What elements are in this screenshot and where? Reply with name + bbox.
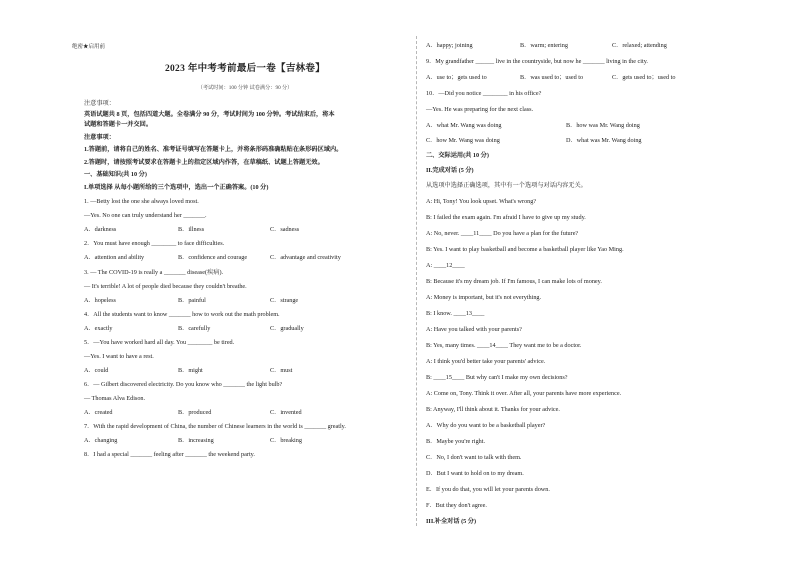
option-b[interactable]: B．how was Mr. Wang doing: [566, 122, 640, 129]
left-column: [84, 100, 406, 463]
option-b[interactable]: B．was used to；used to: [520, 74, 584, 81]
option-d[interactable]: D．what was Mr. Wang doing: [566, 137, 642, 144]
question-line: 5．—You have worked hard all day. You ________ be tired.: [84, 339, 235, 346]
dialogue-line: B: Anyway, I'll think about it. Thanks for your advice.: [426, 406, 560, 413]
option-a[interactable]: A．changing: [84, 437, 118, 444]
instructions-heading: 注意事项：: [84, 100, 115, 107]
option-a[interactable]: A．could: [84, 367, 109, 374]
instructions-item-1: 1.答题前，请将自己的姓名、准考证号填写在答题卡上，并将条形码准确粘贴在条形码区域内。: [84, 146, 343, 153]
question-options: [84, 297, 406, 311]
option-a[interactable]: A．use to；gets used to: [426, 74, 487, 81]
dialogue-line: A: I think you'd better take your parents' advice.: [426, 358, 546, 365]
dialogue-line: A: ____12____: [426, 262, 465, 269]
part2-heading: 二、交际运用(共 10 分): [426, 152, 489, 159]
choice-f[interactable]: F．But they don't agree.: [426, 502, 487, 509]
option-c[interactable]: C．gradually: [270, 325, 304, 332]
question-line: 8．I had a special _______ feeling after _______ the weekend party.: [84, 451, 255, 458]
option-a[interactable]: A．darkness: [84, 226, 117, 233]
option-c[interactable]: C．strange: [270, 297, 299, 304]
dialogue: [426, 198, 718, 422]
option-b[interactable]: B．illness: [178, 226, 205, 233]
instructions-heading-2: 注意事项：: [84, 134, 115, 141]
option-c[interactable]: C．how Mr. Wang was doing: [426, 137, 500, 144]
dialogue-choices: [426, 422, 718, 518]
option-c[interactable]: C．invented: [270, 409, 302, 416]
question-4: [84, 311, 406, 339]
choice-b[interactable]: B．Maybe you're right.: [426, 438, 486, 445]
dialogue-line: B: I know. ____13____: [426, 310, 485, 317]
option-c[interactable]: C．breaking: [270, 437, 302, 444]
question-line: — It's terrible! A lot of people died because they couldn't breathe.: [84, 283, 247, 290]
dialogue-line: B: ____15____ But why can't I make my own decisions?: [426, 374, 568, 381]
question-2: [84, 240, 406, 269]
question-9-options: [426, 74, 718, 90]
choice-d[interactable]: D．But I want to hold on to my dream.: [426, 470, 524, 477]
option-a[interactable]: A．hopeless: [84, 297, 116, 304]
section1-heading: I.单项选择 从每小题所给的三个选项中，选出一个正确答案。(10 分): [84, 184, 269, 191]
option-a[interactable]: A．what Mr. Wang was doing: [426, 122, 502, 129]
question-options: [84, 254, 406, 269]
option-c[interactable]: C．relaxed; attending: [612, 42, 667, 49]
exam-title: 2023 年中考考前最后一卷【吉林卷】: [164, 64, 326, 74]
question-line: —Yes. No one can truly understand her _______.: [84, 212, 207, 219]
section2-heading: II.完成对话 (5 分): [426, 167, 474, 174]
dialogue-line: B: Yes, many times. ____14____ They want me to be a doctor.: [426, 342, 582, 349]
question-8-options: [426, 42, 718, 58]
choice-c[interactable]: C．No, I don't want to talk with them.: [426, 454, 522, 461]
question-1: [84, 198, 406, 240]
dialogue-line: A: Hi, Tony! You look upset. What's wrong?: [426, 198, 537, 205]
question-10-line-2: —Yes. He was preparing for the next class.: [426, 106, 534, 113]
dialogue-line: A: No, never. ____11____ Do you have a plan for the future?: [426, 230, 579, 237]
question-options: [84, 437, 406, 451]
section3-heading: III.补全对话 (5 分): [426, 518, 477, 525]
question-10-options-row-2: [426, 137, 718, 152]
exam-subtitle: （考试时间：100 分钟 试卷满分：90 分）: [197, 85, 293, 91]
option-b[interactable]: B．increasing: [178, 437, 214, 444]
question-line: 2．You must have enough ________ to face difficulties.: [84, 240, 225, 247]
option-b[interactable]: B．painful: [178, 297, 206, 304]
question-line: — Thomas Alva Edison.: [84, 395, 146, 402]
question-10-options-row-1: [426, 122, 718, 137]
question-line: 6．— Gilbert discovered electricity. Do you know who _______ the light bulb?: [84, 381, 283, 388]
question-7: [84, 423, 406, 451]
option-b[interactable]: B．warm; entering: [520, 42, 568, 49]
question-8: [84, 451, 406, 463]
instructions-text-1: 英语试题共 8 页，包括四道大题。全卷满分 90 分，考试时间为 100 分钟。考试结束后，将本: [84, 111, 335, 118]
question-options: [84, 226, 406, 240]
question-10-line-1: 10．—Did you notice ________ in his office?: [426, 90, 542, 97]
option-c[interactable]: C．advantage and creativity: [270, 254, 341, 261]
dialogue-line: A: Have you talked with your parents?: [426, 326, 522, 333]
dialogue-line: B: Yes. I want to play basketball and become a basketball player like Yao Ming.: [426, 246, 624, 253]
part1-heading: 一、基础知识(共 10 分): [84, 171, 147, 178]
question-options: [84, 325, 406, 339]
option-c[interactable]: C．sadness: [270, 226, 300, 233]
option-a[interactable]: A．attention and ability: [84, 254, 145, 261]
instructions-text-2: 试题和答题卡一并交回。: [84, 121, 153, 128]
option-b[interactable]: B．might: [178, 367, 203, 374]
option-a[interactable]: A．exactly: [84, 325, 113, 332]
question-5: [84, 339, 406, 381]
option-b[interactable]: B．produced: [178, 409, 212, 416]
option-b[interactable]: B．confidence and courage: [178, 254, 248, 261]
question-line: 1. —Betty lost the one she always loved most.: [84, 198, 199, 205]
dialogue-line: A: Money is important, but it's not everything.: [426, 294, 542, 301]
question-3: [84, 269, 406, 311]
question-6: [84, 381, 406, 423]
option-c[interactable]: C．gets used to；used to: [612, 74, 676, 81]
dialogue-line: B: I failed the exam again. I'm afraid I have to give up my study.: [426, 214, 586, 221]
right-column: [426, 42, 718, 532]
option-b[interactable]: B．carefully: [178, 325, 211, 332]
option-a[interactable]: A．happy; joining: [426, 42, 473, 49]
secret-mark: 绝密★启用前: [72, 44, 106, 50]
dialogue-line: A: Come on, Tony. Think it over. After all, your parents have more experience.: [426, 390, 622, 397]
question-line: 3. — The COVID-19 is really a _______ disease(疾病).: [84, 269, 224, 276]
option-c[interactable]: C．must: [270, 367, 293, 374]
choice-a[interactable]: A．Why do you want to be a basketball player?: [426, 422, 546, 429]
question-9-line: 9．My grandfather ______ live in the countryside, but now he _______ living in the city.: [426, 58, 648, 65]
section2-instructions: 从选项中选择正确选项，其中有一个选项与对话内容无关。: [426, 182, 587, 189]
option-a[interactable]: A．created: [84, 409, 113, 416]
question-line: —Yes. I want to have a rest.: [84, 353, 154, 360]
question-line: 4．All the students want to know _______ how to work out the math problem.: [84, 311, 280, 318]
question-options: [84, 409, 406, 423]
question-options: [84, 367, 406, 381]
instructions-item-2: 2.答题时，请按照考试要求在答题卡上的指定区域内作答，在草稿纸、试题上答题无效。: [84, 159, 324, 166]
choice-e[interactable]: E．If you do that, you will let your parents down.: [426, 486, 550, 493]
question-line: 7．With the rapid development of China, the number of Chinese learners in the world is _______ greatly.: [84, 423, 346, 430]
dialogue-line: B: Because it's my dream job. If I'm famous, I can make lots of money.: [426, 278, 602, 285]
column-divider: [416, 36, 417, 526]
